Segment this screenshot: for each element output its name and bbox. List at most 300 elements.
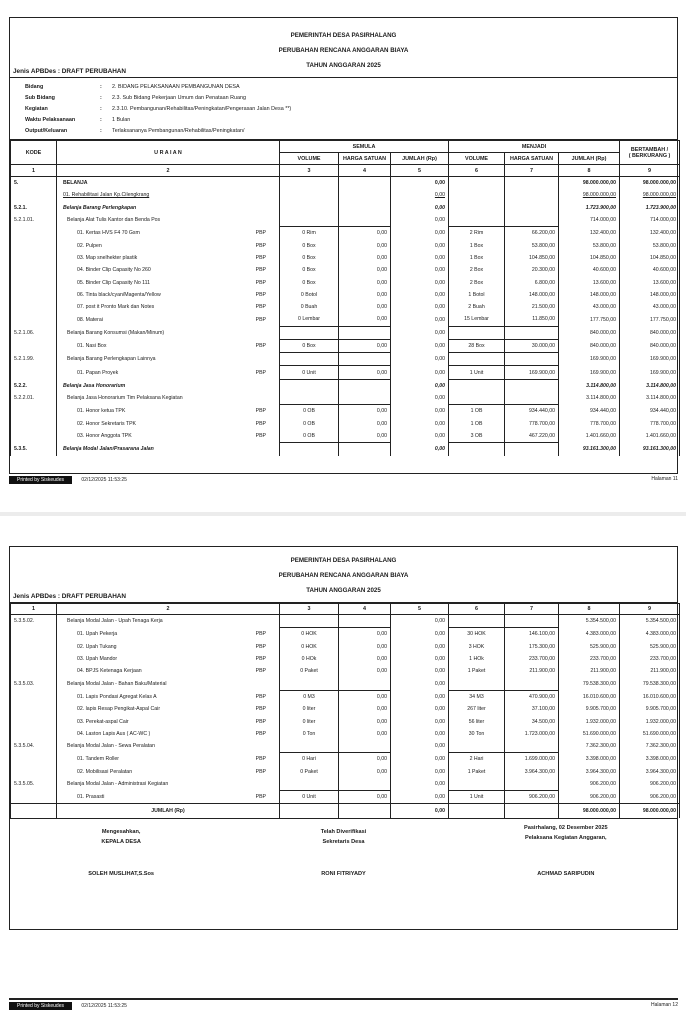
cell-harga-menjadi: 34.500,00 (505, 715, 559, 727)
cell-jumlah-semula: 0,00 (391, 239, 449, 251)
cell-jumlah-menjadi: 3.398.000,00 (559, 753, 620, 766)
cell-volume-semula (280, 740, 339, 753)
cell-jumlah-semula: 0,00 (391, 353, 449, 366)
cell-harga-menjadi: 175.300,00 (505, 641, 559, 653)
page-number: Halaman 11 (651, 476, 678, 482)
cell-selisih: 148.000,00 (620, 289, 680, 301)
cell-volume-menjadi: 1 Unit (449, 791, 505, 804)
cell-selisih: 98.000.000,00 (620, 177, 680, 190)
col-number: 1 (11, 604, 57, 615)
table-row (11, 715, 680, 727)
cell-jumlah-menjadi: 98.000.000,00 (559, 177, 620, 190)
cell-selisih: 211.900,00 (620, 665, 680, 677)
cell-volume-menjadi: 1 Botol (449, 289, 505, 301)
cell-volume-menjadi (449, 326, 505, 339)
cell-harga-menjadi (505, 615, 559, 628)
table-row (11, 728, 680, 740)
cell-selisih: 9.905.700,00 (620, 703, 680, 715)
col-uraian: U R A I A N (57, 141, 280, 165)
cell-jumlah-menjadi: 132.400,00 (559, 227, 620, 240)
cell-jumlah-semula: 0,00 (391, 177, 449, 190)
cell-harga-menjadi: 778.700,00 (505, 418, 559, 430)
cell-harga-menjadi: 11.850,00 (505, 313, 559, 326)
cell-volume-semula: 0 Paket (280, 766, 339, 778)
cell-jumlah-semula: 0,00 (391, 615, 449, 628)
cell-volume-semula (280, 177, 339, 190)
cell-harga-semula (339, 326, 391, 339)
cell-volume-semula: 0 Box (280, 239, 339, 251)
col-number: 6 (449, 165, 505, 177)
printed-by-badge: Printed by Siskeudes (9, 1002, 72, 1010)
cell-jumlah-semula: 0,00 (391, 653, 449, 665)
jenis-apbdes: Jenis APBDes : DRAFT PERUBAHAN (13, 593, 127, 600)
cell-volume-menjadi: 30 HOK (449, 628, 505, 641)
table-row (11, 766, 680, 778)
cell-selisih: 1.932.000,00 (620, 715, 680, 727)
cell-selisih: 16.010.600,00 (620, 690, 680, 703)
cell-harga-semula: 0,00 (339, 653, 391, 665)
meta-colon: : (100, 128, 102, 134)
table-row (11, 791, 680, 804)
cell-selisih: 7.362.300,00 (620, 740, 680, 753)
cell-jumlah-menjadi: 9.905.700,00 (559, 703, 620, 715)
cell-volume-semula (280, 214, 339, 227)
cell-jumlah-menjadi: 93.161.300,00 (559, 443, 620, 456)
cell-jumlah-semula: 0,00 (391, 443, 449, 456)
table-row (11, 289, 680, 301)
table-body-p1 (11, 177, 680, 456)
cell-kode (11, 753, 57, 766)
cell-uraian: Belanja Barang Perlengkapan (57, 202, 280, 214)
col-number: 3 (280, 165, 339, 177)
cell-volume-menjadi: 2 Hari (449, 753, 505, 766)
cell-harga-semula: 0,00 (339, 301, 391, 313)
cell-harga-menjadi (505, 189, 559, 201)
table-row (11, 353, 680, 366)
cell-jumlah-menjadi: 233.700,00 (559, 653, 620, 665)
total-jumlah-menjadi: 98.000.000,00 (559, 804, 620, 819)
col-number: 9 (620, 165, 680, 177)
cell-jumlah-semula: 0,00 (391, 289, 449, 301)
cell-kode: 5.3.5.02. (11, 615, 57, 628)
cell-harga-semula: 0,00 (339, 276, 391, 288)
cell-harga-semula (339, 392, 391, 405)
cell-selisih: 93.161.300,00 (620, 443, 680, 456)
meta-row (10, 115, 677, 126)
cell-volume-semula: 0 Lembar (280, 313, 339, 326)
col-harga-1: HARGA SATUAN (339, 153, 391, 165)
cell-uraian: Belanja Modal Jalan - Sewa Peralatan (57, 740, 280, 753)
cell-kode (11, 276, 57, 288)
meta-row (10, 104, 677, 115)
cell-selisih: 1.723.900,00 (620, 202, 680, 214)
col-menjadi: MENJADI (449, 141, 620, 153)
cell-harga-menjadi (505, 202, 559, 214)
cell-harga-semula (339, 379, 391, 392)
meta-row (10, 93, 677, 104)
cell-harga-semula: 0,00 (339, 715, 391, 727)
cell-harga-menjadi (505, 778, 559, 791)
cell-jumlah-semula: 0,00 (391, 418, 449, 430)
cell-jumlah-menjadi: 1.932.000,00 (559, 715, 620, 727)
cell-volume-menjadi (449, 202, 505, 214)
cell-volume-semula (280, 392, 339, 405)
cell-jumlah-menjadi: 40.600,00 (559, 264, 620, 276)
sign-sekretaris-desa: Telah Diverifikasi Sekretaris Desa RONI FITRIYADY (320, 829, 367, 878)
cell-selisih: 13.600,00 (620, 276, 680, 288)
cell-selisih: 132.400,00 (620, 227, 680, 240)
cell-uraian: 01. Nasi Box PBP (57, 339, 280, 352)
cell-harga-semula: 0,00 (339, 313, 391, 326)
cell-harga-menjadi (505, 392, 559, 405)
cell-kode (11, 703, 57, 715)
cell-volume-semula (280, 189, 339, 201)
col-number: 7 (505, 165, 559, 177)
table-row (11, 405, 680, 418)
cell-jumlah-menjadi: 3.114.800,00 (559, 392, 620, 405)
cell-jumlah-semula: 0,00 (391, 715, 449, 727)
cell-selisih: 5.354.500,00 (620, 615, 680, 628)
cell-selisih: 3.114.800,00 (620, 392, 680, 405)
page-12 (0, 516, 686, 1024)
cell-volume-semula: 0 Unit (280, 791, 339, 804)
cell-jumlah-menjadi: 7.362.300,00 (559, 740, 620, 753)
cell-harga-menjadi: 53.800,00 (505, 239, 559, 251)
cell-harga-semula: 0,00 (339, 264, 391, 276)
table-row (11, 443, 680, 456)
cell-kode (11, 289, 57, 301)
cell-harga-menjadi: 1.723.000,00 (505, 728, 559, 740)
cell-kode (11, 791, 57, 804)
table-row (11, 239, 680, 251)
cell-jumlah-semula: 0,00 (391, 791, 449, 804)
total-jumlah-semula: 0,00 (391, 804, 449, 819)
cell-harga-semula: 0,00 (339, 289, 391, 301)
cell-volume-semula: 0 OB (280, 405, 339, 418)
table-row (11, 615, 680, 628)
cell-uraian: 01. Papan Proyek PBP (57, 366, 280, 379)
cell-harga-menjadi: 30.000,00 (505, 339, 559, 352)
col-number-row (11, 165, 680, 177)
footer-rule (9, 998, 678, 1000)
cell-jumlah-menjadi: 778.700,00 (559, 418, 620, 430)
cell-volume-menjadi: 15 Lembar (449, 313, 505, 326)
cell-uraian: 01. Lapis Pondasi Agregat Kelas A PBP (57, 690, 280, 703)
col-number: 2 (57, 165, 280, 177)
col-jumlah-2: JUMLAH (Rp) (559, 153, 620, 165)
cell-volume-semula (280, 326, 339, 339)
cell-volume-semula: 0 HOK (280, 628, 339, 641)
col-number: 1 (11, 165, 57, 177)
meta-colon: : (100, 106, 102, 112)
meta-label: Kegiatan (25, 106, 48, 112)
table-row (11, 313, 680, 326)
cell-uraian: 01. Kertas HVS F4 70 Gsm PBP (57, 227, 280, 240)
page-12-sheet (9, 546, 678, 930)
col-number: 5 (391, 604, 449, 615)
cell-volume-menjadi (449, 615, 505, 628)
page-footer-11 (9, 476, 678, 484)
cell-volume-menjadi: 1 Paket (449, 766, 505, 778)
cell-jumlah-menjadi: 51.690.000,00 (559, 728, 620, 740)
cell-jumlah-menjadi: 840.000,00 (559, 339, 620, 352)
sign-pelaksana: Pasirhalang, 02 Desember 2025 Pelaksana Kegiatan Anggaran, ACHMAD SARIPUDIN (523, 825, 608, 878)
cell-selisih: 1.401.660,00 (620, 430, 680, 443)
cell-selisih: 714.000,00 (620, 214, 680, 227)
cell-harga-semula: 0,00 (339, 418, 391, 430)
cell-volume-menjadi: 1 Paket (449, 665, 505, 677)
cell-uraian: 05. Binder Clip Capasity No 111 PBP (57, 276, 280, 288)
cell-harga-semula: 0,00 (339, 405, 391, 418)
cell-harga-menjadi: 467.220,00 (505, 430, 559, 443)
table-row (11, 339, 680, 352)
table-row (11, 641, 680, 653)
cell-kode: 5.2.1. (11, 202, 57, 214)
signature-block (10, 818, 677, 882)
cell-selisih: 40.600,00 (620, 264, 680, 276)
meta-label: Bidang (25, 84, 44, 90)
cell-volume-menjadi (449, 214, 505, 227)
cell-volume-semula (280, 353, 339, 366)
meta-value: 1 Bulan (112, 117, 131, 123)
report-header (10, 18, 677, 78)
cell-uraian: Belanja Modal Jalan - Bahan Baku/Material (57, 677, 280, 690)
cell-harga-menjadi (505, 177, 559, 190)
cell-selisih: 778.700,00 (620, 418, 680, 430)
cell-selisih: 169.900,00 (620, 353, 680, 366)
cell-kode (11, 728, 57, 740)
cell-volume-menjadi: 1 Box (449, 239, 505, 251)
cell-selisih: 53.800,00 (620, 239, 680, 251)
cell-selisih: 906.200,00 (620, 791, 680, 804)
cell-volume-semula: 0 Paket (280, 665, 339, 677)
cell-volume-menjadi (449, 677, 505, 690)
cell-volume-menjadi: 28 Box (449, 339, 505, 352)
cell-selisih: 79.538.300,00 (620, 677, 680, 690)
cell-kode: 5.2.1.99. (11, 353, 57, 366)
cell-jumlah-semula: 0,00 (391, 703, 449, 715)
cell-jumlah-menjadi: 148.000,00 (559, 289, 620, 301)
cell-volume-semula: 0 Unit (280, 366, 339, 379)
cell-volume-semula (280, 443, 339, 456)
cell-uraian: 01. Upah Pekerja PBP (57, 628, 280, 641)
cell-uraian: 06. Tinta black/cyan/Magenta/Yellow PBP (57, 289, 280, 301)
cell-uraian: Belanja Modal Jalan - Upah Tenaga Kerja (57, 615, 280, 628)
col-bertambah: BERTAMBAH / ( BERKURANG ) (620, 141, 680, 165)
cell-kode (11, 430, 57, 443)
cell-jumlah-menjadi: 169.900,00 (559, 353, 620, 366)
cell-jumlah-menjadi: 4.383.000,00 (559, 628, 620, 641)
cell-harga-semula: 0,00 (339, 766, 391, 778)
cell-jumlah-semula: 0,00 (391, 301, 449, 313)
cell-volume-menjadi: 3 HOK (449, 641, 505, 653)
cell-harga-semula: 0,00 (339, 227, 391, 240)
cell-uraian: 03. Honor Anggota TPK PBP (57, 430, 280, 443)
cell-volume-semula (280, 615, 339, 628)
cell-volume-menjadi (449, 353, 505, 366)
table-row (11, 252, 680, 264)
table-row (11, 392, 680, 405)
cell-kode (11, 239, 57, 251)
cell-kode (11, 690, 57, 703)
page-footer-12 (9, 1002, 678, 1010)
cell-kode (11, 189, 57, 201)
cell-selisih: 43.000,00 (620, 301, 680, 313)
cell-harga-semula: 0,00 (339, 753, 391, 766)
cell-jumlah-menjadi: 1.723.900,00 (559, 202, 620, 214)
cell-harga-semula (339, 214, 391, 227)
cell-jumlah-semula: 0,00 (391, 677, 449, 690)
table-row (11, 778, 680, 791)
total-label: JUMLAH (Rp) (57, 804, 280, 819)
cell-harga-menjadi: 21.500,00 (505, 301, 559, 313)
cell-uraian: 07. post it Pronto Mark dan Notes PBP (57, 301, 280, 313)
cell-volume-semula: 0 Hari (280, 753, 339, 766)
cell-selisih: 177.750,00 (620, 313, 680, 326)
table-row (11, 326, 680, 339)
cell-uraian: 02. lapis Resap Pengikat-Aspal Cair PBP (57, 703, 280, 715)
cell-volume-semula: 0 Box (280, 339, 339, 352)
cell-volume-menjadi: 3 OB (449, 430, 505, 443)
cell-volume-menjadi (449, 740, 505, 753)
budget-table-p2 (10, 603, 680, 818)
cell-kode (11, 227, 57, 240)
cell-jumlah-semula: 0,00 (391, 641, 449, 653)
cell-uraian: 02. Mobilisasi Peralatan PBP (57, 766, 280, 778)
printed-by-badge: Printed by Siskeudes (9, 476, 72, 484)
total-row (11, 804, 680, 819)
cell-jumlah-semula: 0,00 (391, 690, 449, 703)
cell-volume-semula: 0 liter (280, 715, 339, 727)
cell-kode: 5.3.5.05. (11, 778, 57, 791)
header-line-1: PEMERINTAH DESA PASIRHALANG (290, 557, 397, 564)
cell-uraian: 03. Perekat-aspal Cair PBP (57, 715, 280, 727)
cell-kode (11, 264, 57, 276)
cell-jumlah-semula: 0,00 (391, 313, 449, 326)
cell-jumlah-menjadi: 98.000.000,00 (559, 189, 620, 201)
cell-jumlah-semula: 0,00 (391, 753, 449, 766)
cell-harga-semula: 0,00 (339, 641, 391, 653)
cell-volume-menjadi: 267 liter (449, 703, 505, 715)
col-harga-2: HARGA SATUAN (505, 153, 559, 165)
col-semula: SEMULA (280, 141, 449, 153)
cell-harga-semula (339, 615, 391, 628)
cell-harga-semula: 0,00 (339, 430, 391, 443)
report-header (10, 547, 677, 603)
cell-volume-semula: 0 Buah (280, 301, 339, 313)
cell-selisih: 169.900,00 (620, 366, 680, 379)
cell-jumlah-semula: 0,00 (391, 366, 449, 379)
cell-volume-menjadi: 56 liter (449, 715, 505, 727)
cell-selisih: 906.200,00 (620, 778, 680, 791)
cell-kode: 5.3.5.03. (11, 677, 57, 690)
cell-kode (11, 405, 57, 418)
cell-volume-semula: 0 Box (280, 264, 339, 276)
cell-harga-menjadi (505, 353, 559, 366)
cell-volume-menjadi (449, 177, 505, 190)
cell-jumlah-semula: 0,00 (391, 339, 449, 352)
cell-selisih: 4.383.000,00 (620, 628, 680, 641)
cell-uraian: 04. Laston Lapis Aus ( AC-WC ) PBP (57, 728, 280, 740)
cell-uraian: Belanja Barang Konsumsi (Makan/Minum) (57, 326, 280, 339)
meta-row (10, 126, 677, 137)
cell-harga-semula: 0,00 (339, 628, 391, 641)
cell-volume-semula (280, 379, 339, 392)
col-volume-1: VOLUME (280, 153, 339, 165)
col-jumlah-1: JUMLAH (Rp) (391, 153, 449, 165)
col-number: 2 (57, 604, 280, 615)
cell-uraian: BELANJA (57, 177, 280, 190)
cell-jumlah-semula: 0,00 (391, 214, 449, 227)
cell-volume-semula: 0 OB (280, 430, 339, 443)
cell-uraian: 04. Binder Clip Capasity No 260 PBP (57, 264, 280, 276)
cell-harga-menjadi: 934.440,00 (505, 405, 559, 418)
cell-volume-menjadi (449, 392, 505, 405)
table-row (11, 690, 680, 703)
cell-jumlah-semula: 0,00 (391, 189, 449, 201)
cell-kode: 5.2.1.01. (11, 214, 57, 227)
cell-jumlah-semula: 0,00 (391, 264, 449, 276)
cell-selisih: 3.398.000,00 (620, 753, 680, 766)
cell-volume-semula (280, 677, 339, 690)
col-number: 5 (391, 165, 449, 177)
cell-jumlah-semula: 0,00 (391, 628, 449, 641)
cell-jumlah-menjadi: 525.900,00 (559, 641, 620, 653)
cell-uraian: Belanja Modal Jalan - Administrasi Kegiatan (57, 778, 280, 791)
meta-colon: : (100, 117, 102, 123)
cell-uraian: 02. Upah Tukang PBP (57, 641, 280, 653)
cell-harga-semula: 0,00 (339, 239, 391, 251)
cell-volume-menjadi: 2 Buah (449, 301, 505, 313)
table-row (11, 430, 680, 443)
cell-harga-menjadi: 906.200,00 (505, 791, 559, 804)
page-11-sheet (9, 17, 678, 474)
cell-volume-menjadi: 2 Box (449, 264, 505, 276)
table-row (11, 202, 680, 214)
meta-colon: : (100, 95, 102, 101)
cell-harga-menjadi: 211.900,00 (505, 665, 559, 677)
cell-harga-semula (339, 443, 391, 456)
meta-colon: : (100, 84, 102, 90)
cell-uraian: 03. Upah Mandor PBP (57, 653, 280, 665)
cell-jumlah-semula: 0,00 (391, 740, 449, 753)
cell-jumlah-menjadi: 934.440,00 (559, 405, 620, 418)
col-volume-2: VOLUME (449, 153, 505, 165)
activity-meta (10, 78, 677, 140)
cell-jumlah-semula: 0,00 (391, 392, 449, 405)
cell-kode (11, 252, 57, 264)
cell-kode (11, 641, 57, 653)
meta-value: 2.3.10. Pembangunan/Rehabilitas/Peningkatan/Pengerasan Jalan Desa **) (112, 106, 292, 112)
header-line-3: TAHUN ANGGARAN 2025 (306, 587, 381, 594)
cell-uraian: 02. Pulpen PBP (57, 239, 280, 251)
page-number: Halaman 12 (651, 1002, 678, 1008)
cell-uraian: 01. Rehabilitasi Jalan Kp.Cilengkrang (57, 189, 280, 201)
cell-jumlah-semula: 0,00 (391, 326, 449, 339)
cell-jumlah-semula: 0,00 (391, 405, 449, 418)
cell-jumlah-menjadi: 169.900,00 (559, 366, 620, 379)
cell-volume-menjadi: 1 OB (449, 418, 505, 430)
cell-volume-menjadi: 1 HOk (449, 653, 505, 665)
cell-volume-menjadi: 1 OB (449, 405, 505, 418)
table-row (11, 628, 680, 641)
cell-jumlah-menjadi: 840.000,00 (559, 326, 620, 339)
table-row (11, 264, 680, 276)
cell-volume-menjadi: 1 Box (449, 252, 505, 264)
col-number-row (11, 604, 680, 615)
cell-uraian: 01. Honor ketua TPK PBP (57, 405, 280, 418)
cell-volume-semula: 0 M3 (280, 690, 339, 703)
